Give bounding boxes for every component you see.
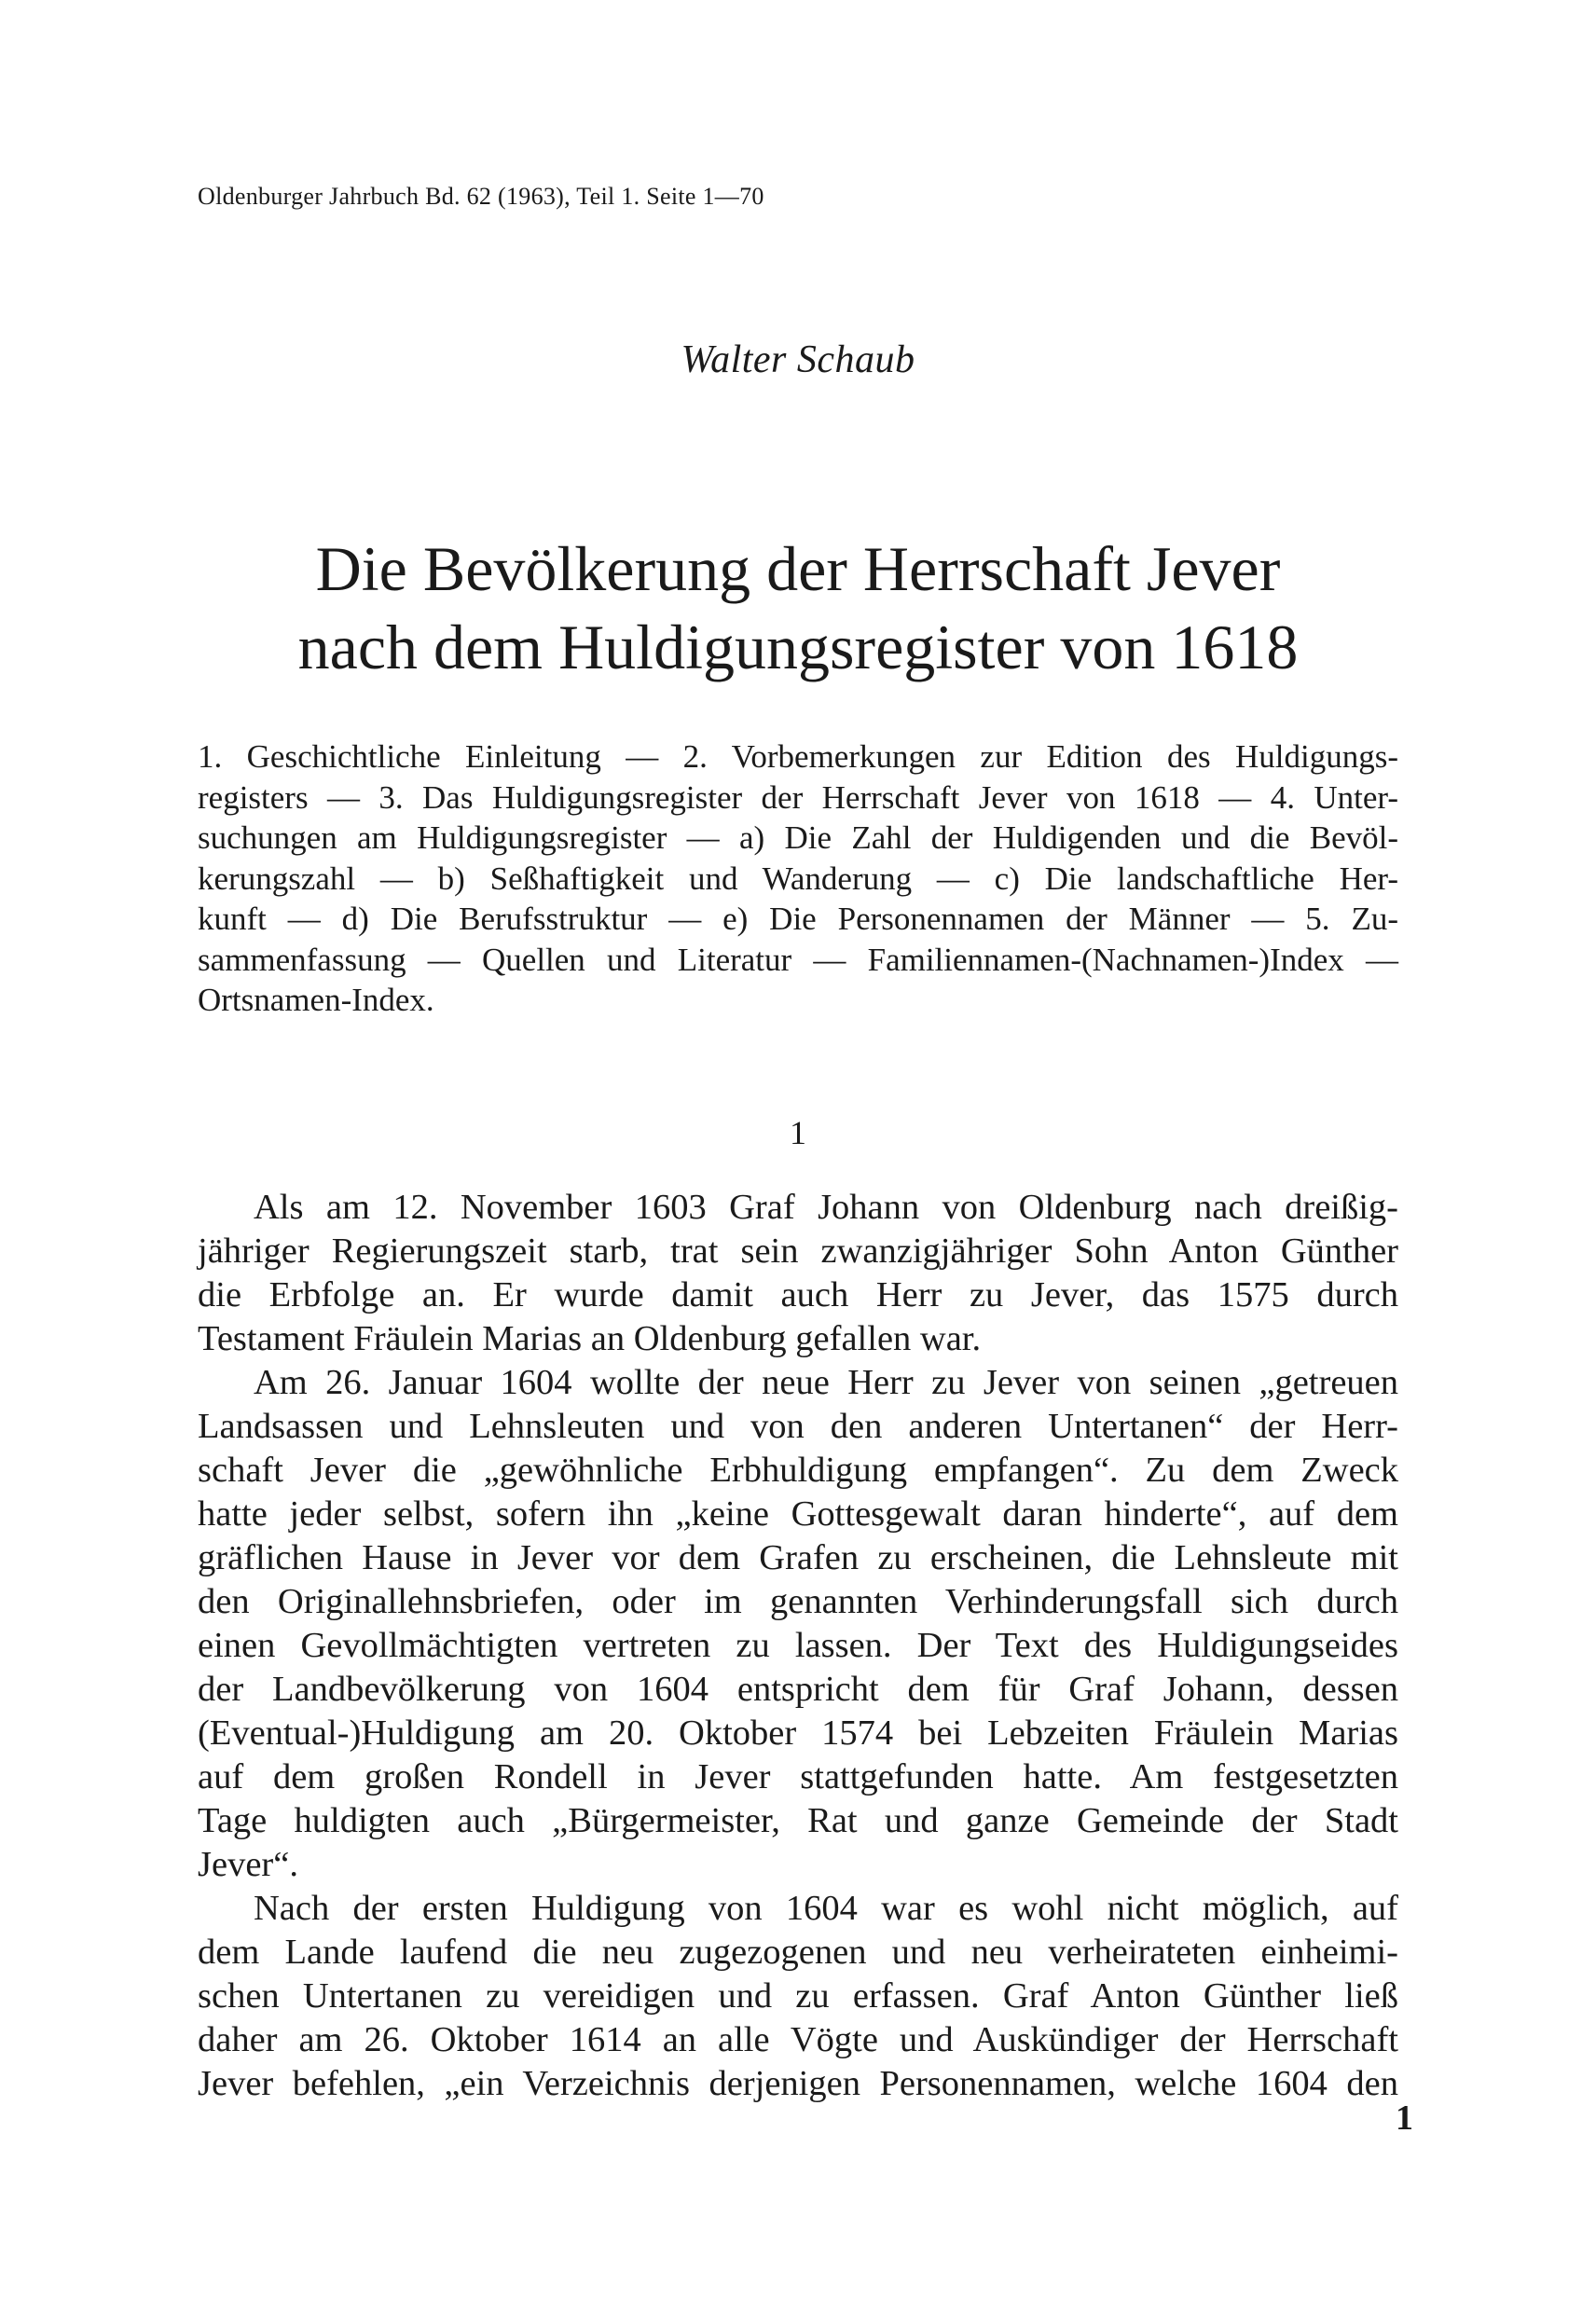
section-heading-number: 1 (790, 1114, 806, 1151)
body-line: auf dem großen Rondell in Jever stattgefunden hatte. Am festgesetzten (198, 1757, 1398, 1796)
body-line: dem Lande laufend die neu zugezogenen und neu verheirateten einheimi- (198, 1933, 1398, 1972)
running-head: Oldenburger Jahrbuch Bd. 62 (1963), Teil 1. Seite 1—70 (198, 183, 764, 210)
body-line: Landsassen und Lehnsleuten und von den anderen Untertanen“ der Herr- (198, 1407, 1398, 1446)
body-line: daher am 26. Oktober 1614 an alle Vögte und Auskündiger der Herrschaft (198, 2020, 1398, 2059)
body-line: schen Untertanen zu vereidigen und zu erfassen. Graf Anton Günther ließ (198, 1976, 1398, 2016)
body-line: Jever“. (198, 1845, 298, 1884)
body-line: der Landbevölkerung von 1604 entspricht dem für Graf Johann, dessen (198, 1670, 1398, 1709)
body-line: schaft Jever die „gewöhnliche Erbhuldigung empfangen“. Zu dem Zweck (198, 1451, 1398, 1490)
body-line: den Originallehnsbriefen, oder im genannten Verhinderungsfall sich durch (198, 1582, 1398, 1621)
body-line: Als am 12. November 1603 Graf Johann von Oldenburg nach dreißig- (254, 1188, 1398, 1227)
body-line: Tage huldigten auch „Bürgermeister, Rat und ganze Gemeinde der Stadt (198, 1801, 1398, 1840)
abstract-line: suchungen am Huldigungsregister — a) Die Zahl der Huldigenden und die Bevöl- (198, 819, 1398, 856)
abstract-line: sammenfassung — Quellen und Literatur — Familiennamen-(Nachnamen-)Index — (198, 941, 1398, 978)
body-line: (Eventual-)Huldigung am 20. Oktober 1574 bei Lebzeiten Fräulein Marias (198, 1713, 1398, 1753)
body-line: Nach der ersten Huldigung von 1604 war es wohl nicht möglich, auf (254, 1889, 1398, 1928)
abstract-line: 1. Geschichtliche Einleitung — 2. Vorbemerkungen zur Edition des Huldigungs- (198, 738, 1398, 775)
body-line: die Erbfolge an. Er wurde damit auch Herr zu Jever, das 1575 durch (198, 1275, 1398, 1314)
abstract-line: kunft — d) Die Berufsstruktur — e) Die Personennamen der Männer — 5. Zu- (198, 901, 1398, 937)
author-name: Walter Schaub (681, 338, 915, 381)
body-line: hatte jeder selbst, sofern ihn „keine Gottesgewalt daran hinderte“, auf dem (198, 1494, 1398, 1534)
body-line: einen Gevollmächtigten vertreten zu lassen. Der Text des Huldigungseides (198, 1626, 1398, 1665)
abstract-line: Ortsnamen-Index. (198, 982, 434, 1018)
abstract-line: registers — 3. Das Huldigungsregister der Herrschaft Jever von 1618 — 4. Unter- (198, 778, 1398, 816)
table-of-contents-abstract (198, 736, 1398, 1021)
body-line: Am 26. Januar 1604 wollte der neue Herr zu Jever von seinen „getreuen (254, 1363, 1398, 1402)
body-line: gräflichen Hause in Jever vor dem Grafen zu erscheinen, die Lehnsleute mit (198, 1538, 1398, 1577)
article-title-line: nach dem Huldigungsregister von 1618 (297, 612, 1299, 682)
body-text (198, 1186, 1398, 2106)
abstract-line: kerungszahl — b) Seßhaftigkeit und Wanderung — c) Die landschaftliche Her- (198, 860, 1398, 897)
body-line: jähriger Regierungszeit starb, trat sein zwanzigjähriger Sohn Anton Günther (198, 1232, 1398, 1271)
body-line: Testament Fräulein Marias an Oldenburg gefallen war. (198, 1319, 982, 1358)
page-number: 1 (1396, 2099, 1413, 2138)
article-title (198, 530, 1398, 686)
body-line: Jever befehlen, „ein Verzeichnis derjenigen Personennamen, welche 1604 den (198, 2064, 1398, 2103)
article-title-line: Die Bevölkerung der Herrschaft Jever (315, 533, 1281, 604)
